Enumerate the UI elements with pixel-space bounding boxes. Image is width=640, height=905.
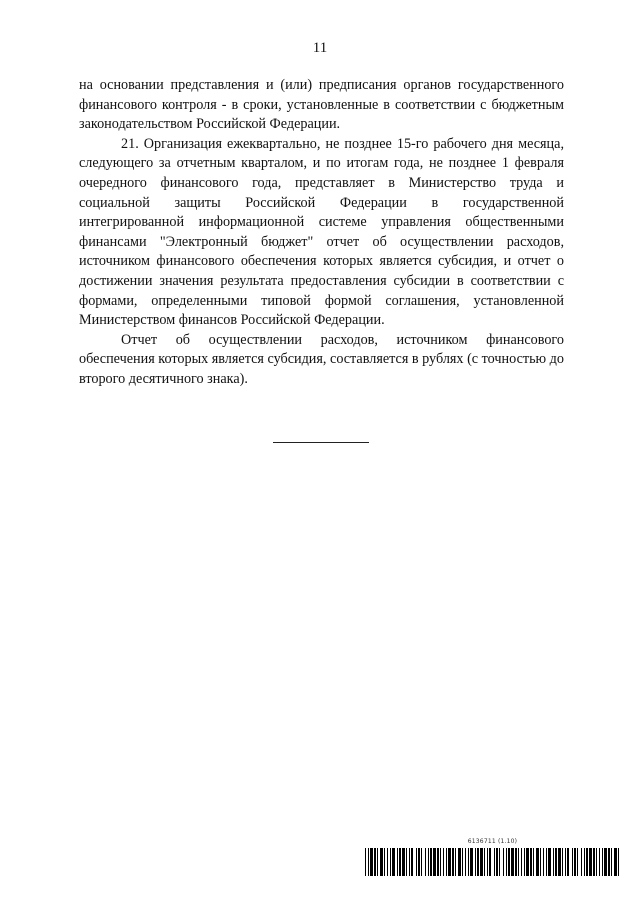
document-body <box>79 76 564 390</box>
paragraph-clause-21: 21. Организация ежеквартально, не позднее 15-го рабочего дня месяца, следующего за отчетным кварталом, и по итогам года, не позднее 1 февраля очередного финансового года, представляет в Министерство труда и социальной защиты Российской Федерации в государственной интегрированной информационной системе управления общественными финансами "Электронный бюджет" отчет об осуществлении расходов, источником финансового обеспечения которых является субсидия, и отчет о достижении значения результата предоставления субсидии в соответствии с формами, определенными типовой формой соглашения, установленной Министерством финансов Российской Федерации. <box>79 135 564 329</box>
paragraph-continuation: на основании представления и (или) предписания органов государственного финансового контроля - в сроки, установленные в соответствии с бюджетным законодательством Российской Федерации. <box>79 77 564 133</box>
barcode-code-label: 6136711 (1.10) <box>467 838 518 845</box>
barcode-icon <box>365 848 620 876</box>
document-barcode <box>365 838 620 878</box>
end-separator-line <box>273 442 369 443</box>
page-number: 11 <box>312 40 328 56</box>
paragraph-report-currency: Отчет об осуществлении расходов, источником финансового обеспечения которых является субсидия, составляется в рублях (с точностью до второго десятичного знака). <box>79 331 564 387</box>
